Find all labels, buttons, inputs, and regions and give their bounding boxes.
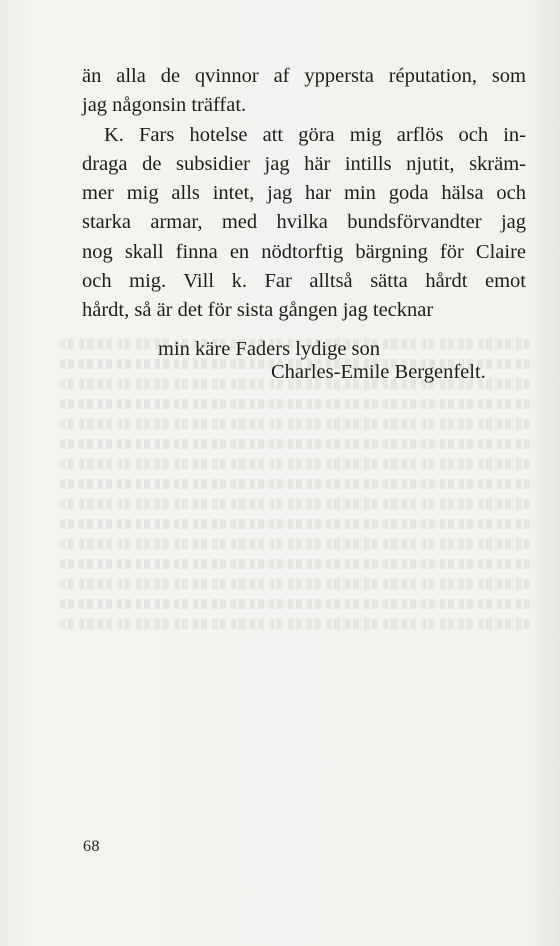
text-line: nog skall finna en nödtorftig bärgning för Claire — [82, 240, 526, 263]
signature: Charles-Emile Bergenfelt. — [271, 361, 486, 383]
text-line: starka armar, med hvilka bundsförvandter jag — [82, 211, 526, 234]
text-line: än alla de qvinnor af yppersta réputation, som — [82, 65, 526, 87]
text-line: jag någonsin träffat. — [82, 94, 247, 117]
closing-line: min käre Faders lydige son — [158, 338, 381, 360]
text-line: mer mig alls intet, jag har min goda hälsa och — [82, 182, 526, 205]
show-through-text — [60, 330, 530, 800]
page-number: 68 — [83, 838, 100, 855]
text-line: och mig. Vill k. Far alltså sätta hårdt emot — [82, 270, 526, 293]
text-line: K. Fars hotelse att göra mig arflös och in- — [104, 123, 526, 146]
body-text — [82, 62, 526, 326]
text-line: draga de subsidier jag här intills njutit, skräm- — [82, 152, 526, 175]
text-line: hårdt, så är det för sista gången jag tecknar — [82, 299, 434, 322]
